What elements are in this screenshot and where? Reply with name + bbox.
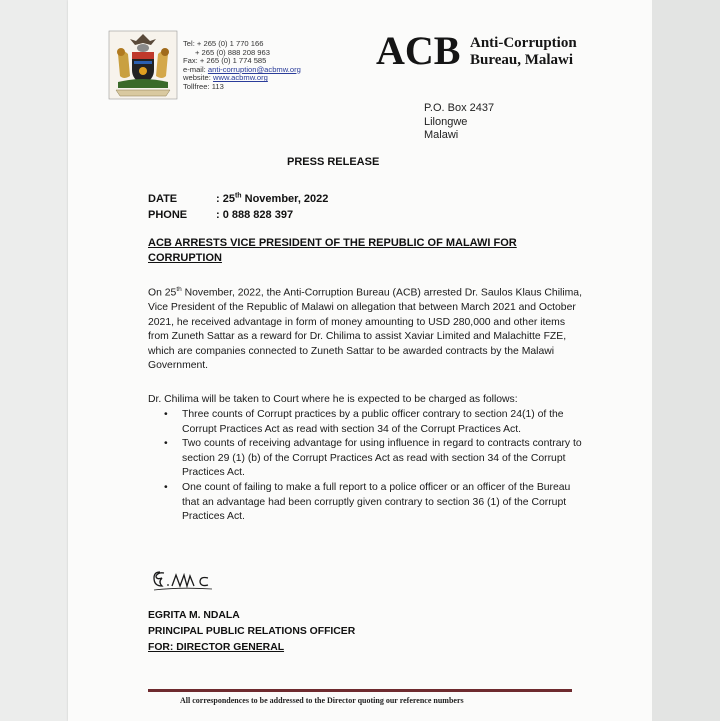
phone-label: PHONE <box>148 208 188 221</box>
date-label: DATE <box>148 192 178 205</box>
fax-line: Fax: + 265 (0) 1 774 585 <box>183 56 267 66</box>
release-meta <box>148 188 328 223</box>
charges-list <box>148 408 588 525</box>
footer-rule <box>148 689 572 692</box>
list-item <box>148 408 588 437</box>
address-line: Malawi <box>424 129 459 141</box>
phone-row <box>148 207 328 223</box>
email-link[interactable]: anti-corruption@acbmw.org <box>207 64 301 74</box>
contact-block <box>183 40 301 92</box>
address-line: P.O. Box 2437 <box>424 102 495 114</box>
postal-address <box>424 102 494 143</box>
acb-logo: ACB <box>376 28 461 73</box>
tollfree-line: Tollfree: 113 <box>183 81 224 91</box>
paragraph-charges-intro: Dr. Chilima will be taken to Court where he is expected to be charged as follows: <box>148 394 518 405</box>
signatory-block <box>148 608 355 656</box>
charge-text: Two counts of receiving advantage for using influence in regard to contracts contrary to section 29 (1) (b) of the Corrupt Practices Act as read with section 34 of the Corrupt Practices Act. <box>182 438 582 479</box>
list-item <box>148 481 588 525</box>
website-link[interactable]: www.acbmw.org <box>212 73 268 83</box>
bullet-icon: • <box>164 409 168 420</box>
footer-note: All correspondences to be addressed to the Director quoting our reference numbers <box>180 696 464 705</box>
signatory-for: FOR: DIRECTOR GENERAL <box>148 642 285 653</box>
signature <box>150 566 240 594</box>
email-label: e-mail: <box>183 64 206 74</box>
logo-line-1: Anti-Corruption <box>470 35 577 51</box>
list-item <box>148 437 588 481</box>
charge-text: Three counts of Corrupt practices by a public officer contrary to section 24(1) of the Corrupt Practices Act as read with section 34 of the Corrupt Practices Act. <box>182 409 564 435</box>
phone-value: : 0 888 828 397 <box>216 208 294 221</box>
paragraph-arrest: On 25th November, 2022, the Anti-Corruption Bureau (ACB) arrested Dr. Saulos Klaus Chilima, Vice President of the Republic of Malawi on allegation that between March 2021 and October 2021, he received advantage in form of money amounting to USD 280,000 and other items from Zuneth Sattar as a reward for Dr. Chilima to assist Xaviar Limited and Malachitte FZE, which are companies connected to Zuneth Sattar to be awarded contracts by the Malawi Government. <box>148 286 582 372</box>
charge-text: One count of failing to make a full report to a police officer or an officer of the Bureau that an advantage had been corruptly given contrary to section 36 (1) of the Corrupt Practices Act. <box>182 481 571 523</box>
address-line: Lilongwe <box>424 115 468 128</box>
background-edge <box>652 0 720 721</box>
website-label: website: <box>183 73 211 83</box>
acb-logo-name <box>470 35 577 69</box>
coat-of-arms-icon <box>108 30 178 100</box>
date-row <box>148 188 328 207</box>
bullet-icon: • <box>164 481 168 493</box>
bullet-icon: • <box>164 438 168 450</box>
headline: ACB ARRESTS VICE PRESIDENT OF THE REPUBLIC OF MALAWI FOR CORRUPTION <box>148 237 517 264</box>
press-release-title: PRESS RELEASE <box>287 156 380 168</box>
signatory-title: PRINCIPAL PUBLIC RELATIONS OFFICER <box>148 626 356 637</box>
logo-line-2: Bureau, Malawi <box>470 52 574 68</box>
signatory-name: EGRITA M. NDALA <box>148 610 240 621</box>
date-value: : 25th November, 2022 <box>216 192 329 205</box>
tel-line: Tel: + 265 (0) 1 770 166 <box>183 39 264 48</box>
tel-line-2: + 265 (0) 888 208 963 <box>195 47 270 57</box>
